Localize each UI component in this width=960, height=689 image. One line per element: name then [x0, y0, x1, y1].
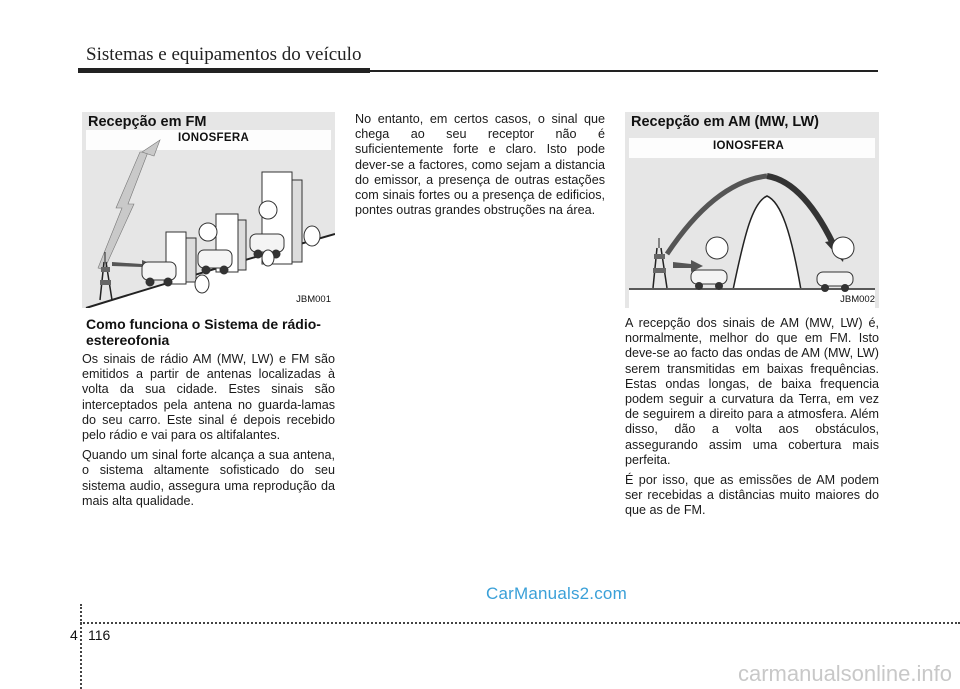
- paragraph: Quando um sinal forte alcança a sua antena, o sistema altamente sofisticado do seu sistema audio, assegura uma reprodução da mais alta qualidade.: [82, 448, 335, 508]
- figure-fm-title: Recepção em FM: [88, 114, 207, 130]
- section-title: Como funciona o Sistema de rádio-estereofonia: [86, 316, 321, 348]
- ionosphere-label-am: IONOSFERA: [713, 140, 785, 152]
- paragraph: A recepção dos sinais de AM (MW, LW) é, normalmente, melhor do que em FM. Isto deve-se ao facto das ondas de AM (MW, LW) serem transmitidas em baixas frequências. Estas ondas longas, de baixa frequencia podem seguir a curvatura da Terra, em vez de seguirem a direito para a atmosfera. Além disso, dão a volta aos obstáculos, assegurando assim uma cobertura mais perfeita.: [625, 316, 879, 467]
- paragraph: É por isso, que as emissões de AM podem ser recebidas a distâncias muito maiores do que as de FM.: [625, 473, 879, 518]
- figure-am-code: JBM002: [840, 294, 875, 305]
- clear-sound-badge: [706, 237, 728, 259]
- figure-am-title: Recepção em AM (MW, LW): [631, 114, 819, 130]
- header-rule: [78, 68, 370, 73]
- paragraph: Os sinais de rádio AM (MW, LW) e FM são emitidos a partir de antenas localizadas à volta da sua cidade. Estes sinais são interceptados pela antena no guarda-lamas do seu carro. Este sinal é depois recebido pelo rádio e vai para os altifalantes.: [82, 352, 335, 443]
- header-rule-thin: [370, 70, 878, 72]
- transmission-tower: [653, 238, 667, 288]
- ground: [629, 288, 875, 308]
- footer-divider-vertical: [80, 604, 82, 689]
- noise-badge: [199, 223, 217, 241]
- right-column-text: [625, 316, 879, 524]
- page-number: 116: [88, 627, 111, 643]
- watermark-link[interactable]: CarManuals2.com: [486, 584, 627, 603]
- mountain: [733, 196, 801, 290]
- site-watermark: carmanualsonline.info: [737, 661, 952, 686]
- paragraph: No entanto, em certos casos, o sinal que chega ao seu receptor não é suficientemente forte e claro. Isto pode dever-se a factores, como sejam a distancia do emissor, a presença de outras estações com sinais fortes ou a presença de edificios, pontes outras grandes obstruções na área.: [355, 112, 605, 218]
- header-title: Sistemas e equipamentos do veículo: [86, 44, 362, 65]
- clear-sound-badge: [259, 201, 277, 219]
- left-column-text: [82, 352, 335, 514]
- page-section-number: 4: [70, 627, 78, 643]
- footer-divider-horizontal: [80, 622, 960, 624]
- figure-fm-code: JBM001: [296, 294, 331, 305]
- ionosphere-label-fm: IONOSFERA: [178, 132, 250, 144]
- figure-am-reception: [625, 112, 879, 308]
- clear-sound-badge: [832, 237, 854, 259]
- figure-fm-reception: [82, 112, 335, 308]
- middle-column-text: [355, 112, 605, 223]
